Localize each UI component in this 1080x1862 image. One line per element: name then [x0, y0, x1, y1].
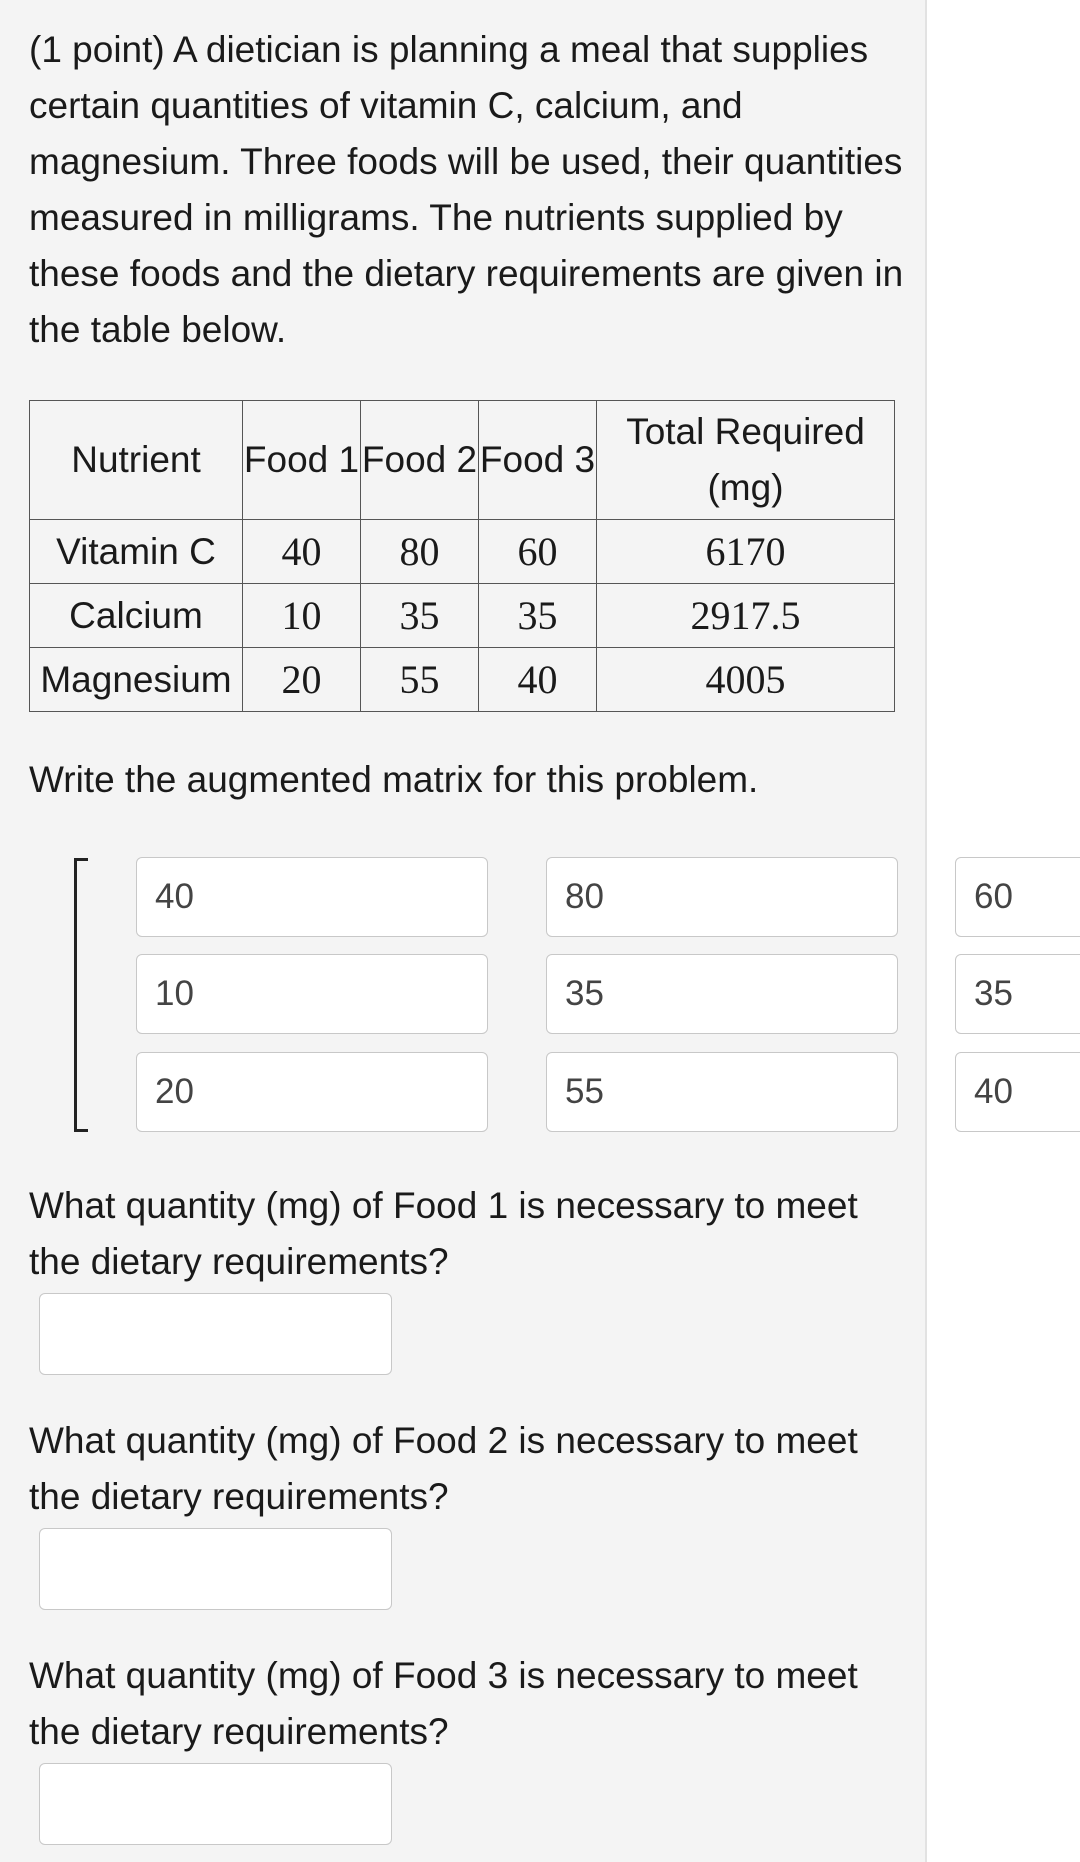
matrix-input-r3c2[interactable]: 55: [546, 1052, 898, 1132]
total-cell: 4005: [597, 648, 895, 712]
question-food-1: What quantity (mg) of Food 1 is necessary to meet the dietary requirements?: [29, 1185, 858, 1282]
matrix-input-r1c1[interactable]: 40: [136, 857, 488, 937]
table-cell: 60: [479, 520, 597, 584]
table-cell: 80: [361, 520, 479, 584]
problem-statement: (1 point) A dietician is planning a meal that supplies certain quantities of vitamin C, calcium, and magnesium. Three foods will be used, their quantities measured in milligrams. The nutrients supplied by these foods and the dietary requirements are given in the table below.: [29, 29, 904, 350]
nutrient-table: [29, 400, 895, 712]
header-food-3: Food 3: [479, 401, 597, 520]
matrix-prompt: Write the augmented matrix for this problem.: [29, 759, 759, 800]
answer-input-food-2[interactable]: [39, 1528, 392, 1610]
table-cell: 20: [243, 648, 361, 712]
nutrient-name: Calcium: [30, 584, 243, 648]
table-row: [30, 584, 895, 648]
table-cell: 10: [243, 584, 361, 648]
question-food-3: What quantity (mg) of Food 3 is necessary to meet the dietary requirements?: [29, 1655, 858, 1752]
table-cell: 55: [361, 648, 479, 712]
header-food-2: Food 2: [361, 401, 479, 520]
total-cell: 6170: [597, 520, 895, 584]
matrix-left-bracket: [74, 858, 88, 1132]
nutrient-name: Vitamin C: [30, 520, 243, 584]
matrix-input-r3c1[interactable]: 20: [136, 1052, 488, 1132]
table-header-row: [30, 401, 895, 520]
answer-input-food-1[interactable]: [39, 1293, 392, 1375]
matrix-input-r2c1[interactable]: 10: [136, 954, 488, 1034]
nutrient-name: Magnesium: [30, 648, 243, 712]
matrix-input-r2c3[interactable]: 35: [955, 954, 1080, 1034]
header-food-1: Food 1: [243, 401, 361, 520]
table-cell: 35: [479, 584, 597, 648]
question-food-2: What quantity (mg) of Food 2 is necessary to meet the dietary requirements?: [29, 1420, 858, 1517]
table-cell: 40: [479, 648, 597, 712]
matrix-input-r3c3[interactable]: 40: [955, 1052, 1080, 1132]
matrix-input-r1c3[interactable]: 60: [955, 857, 1080, 937]
answer-input-food-3[interactable]: [39, 1763, 392, 1845]
header-total-required: Total Required (mg): [597, 401, 895, 520]
matrix-input-r2c2[interactable]: 35: [546, 954, 898, 1034]
total-cell: 2917.5: [597, 584, 895, 648]
table-cell: 40: [243, 520, 361, 584]
table-row: [30, 648, 895, 712]
table-row: [30, 520, 895, 584]
table-cell: 35: [361, 584, 479, 648]
header-nutrient: Nutrient: [30, 401, 243, 520]
matrix-input-r1c2[interactable]: 80: [546, 857, 898, 937]
